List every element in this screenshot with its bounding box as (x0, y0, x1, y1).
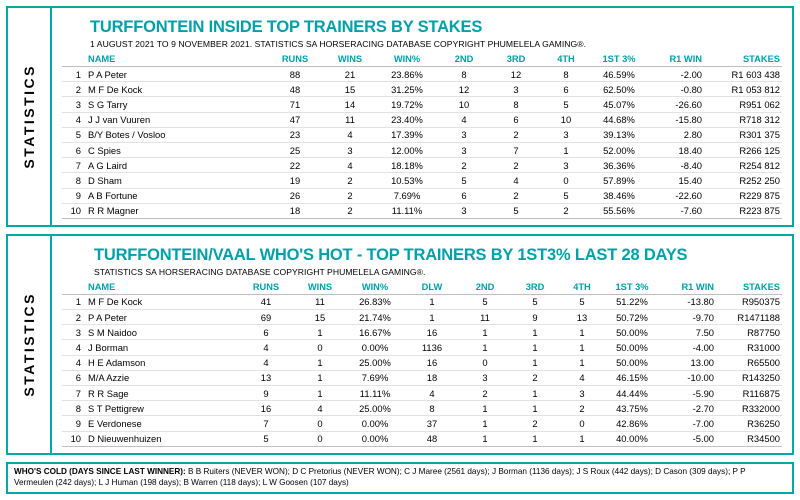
cell-rank: 5 (62, 127, 86, 142)
cell-2nd: 4 (438, 112, 490, 127)
cell-first3pct: 57.89% (590, 173, 648, 188)
statistics-side-band-label-2: STATISTICS (21, 292, 37, 397)
cell-runs: 41 (238, 294, 294, 309)
cell-runs: 23 (266, 127, 324, 142)
cell-2nd: 3 (438, 203, 490, 218)
column-header-2nd: 2ND (460, 281, 510, 295)
cell-2nd: 8 (438, 67, 490, 82)
column-header-winpct: WIN% (346, 281, 404, 295)
cell-winpct: 25.00% (346, 401, 404, 416)
cell-first3pct: 62.50% (590, 82, 648, 97)
table-row (62, 401, 782, 416)
cell-2nd: 3 (438, 142, 490, 157)
cell-3rd: 5 (510, 294, 560, 309)
cell-runs: 4 (238, 340, 294, 355)
cell-runs: 7 (238, 416, 294, 431)
cell-stakes: R1471188 (716, 310, 782, 325)
cell-dlw: 16 (404, 355, 460, 370)
column-header-stakes: STAKES (704, 53, 782, 67)
cell-rank: 2 (62, 82, 86, 97)
cell-stakes: R332000 (716, 401, 782, 416)
cell-2nd: 3 (460, 370, 510, 385)
cell-wins: 2 (324, 188, 376, 203)
cell-stakes: R266 125 (704, 142, 782, 157)
cell-2nd: 11 (460, 310, 510, 325)
cell-r1win: -5.90 (660, 386, 716, 401)
cell-stakes: R34500 (716, 431, 782, 446)
cell-wins: 1 (294, 325, 346, 340)
cell-winpct: 23.86% (376, 67, 438, 82)
cell-winpct: 31.25% (376, 82, 438, 97)
cell-wins: 4 (324, 158, 376, 173)
cell-3rd: 1 (510, 325, 560, 340)
cell-first3pct: 50.00% (604, 355, 660, 370)
cell-runs: 22 (266, 158, 324, 173)
whos-cold-footnote (6, 462, 794, 495)
cell-r1win: -22.60 (648, 188, 704, 203)
cell-2nd: 1 (460, 416, 510, 431)
cell-winpct: 7.69% (376, 188, 438, 203)
cell-name: A B Fortune (86, 188, 266, 203)
cell-runs: 18 (266, 203, 324, 218)
column-header-runs: RUNS (238, 281, 294, 295)
cell-first3pct: 45.07% (590, 97, 648, 112)
cell-name: M/A Azzie (86, 370, 238, 385)
cell-first3pct: 46.15% (604, 370, 660, 385)
panel-body-2 (52, 236, 792, 453)
cell-rank: 3 (62, 325, 86, 340)
cell-rank: 4 (62, 355, 86, 370)
cell-r1win: -0.80 (648, 82, 704, 97)
table-row (62, 340, 782, 355)
cell-first3pct: 52.00% (590, 142, 648, 157)
table-row (62, 325, 782, 340)
cell-runs: 69 (238, 310, 294, 325)
cell-wins: 4 (324, 127, 376, 142)
cell-2nd: 12 (438, 82, 490, 97)
cell-4th: 5 (542, 97, 590, 112)
trainers-stakes-table (62, 53, 782, 219)
cell-winpct: 23.40% (376, 112, 438, 127)
cell-3rd: 5 (490, 203, 542, 218)
cell-3rd: 2 (510, 370, 560, 385)
cell-name: S T Pettigrew (86, 401, 238, 416)
cell-runs: 71 (266, 97, 324, 112)
cell-runs: 5 (238, 431, 294, 446)
statistics-side-band-2 (8, 236, 52, 453)
cell-runs: 88 (266, 67, 324, 82)
cell-4th: 3 (542, 158, 590, 173)
cell-r1win: -26.60 (648, 97, 704, 112)
column-header-r1win: R1 WIN (648, 53, 704, 67)
cell-4th: 2 (560, 401, 604, 416)
cell-3rd: 12 (490, 67, 542, 82)
whos-hot-table (62, 281, 782, 447)
cell-3rd: 1 (510, 401, 560, 416)
cell-rank: 9 (62, 416, 86, 431)
cell-3rd: 1 (510, 386, 560, 401)
cell-3rd: 6 (490, 112, 542, 127)
cell-runs: 26 (266, 188, 324, 203)
column-header-rank (62, 53, 86, 67)
cell-rank: 1 (62, 294, 86, 309)
table-row (62, 127, 782, 142)
cell-winpct: 0.00% (346, 416, 404, 431)
cell-3rd: 9 (510, 310, 560, 325)
cell-name: P A Peter (86, 67, 266, 82)
cell-name: M F De Kock (86, 294, 238, 309)
cell-name: B/Y Botes / Vosloo (86, 127, 266, 142)
cell-first3pct: 55.56% (590, 203, 648, 218)
cell-first3pct: 50.72% (604, 310, 660, 325)
cell-winpct: 17.39% (376, 127, 438, 142)
cell-rank: 4 (62, 340, 86, 355)
cell-name: C Spies (86, 142, 266, 157)
cell-wins: 0 (294, 431, 346, 446)
cell-winpct: 12.00% (376, 142, 438, 157)
column-header-4th: 4TH (560, 281, 604, 295)
cell-3rd: 7 (490, 142, 542, 157)
cell-wins: 14 (324, 97, 376, 112)
panel-subtitle-1: 1 AUGUST 2021 TO 9 NOVEMBER 2021. STATISTICS SA HORSERACING DATABASE COPYRIGHT PHUMELELA GAMING®. (90, 39, 587, 49)
cell-wins: 15 (324, 82, 376, 97)
cell-wins: 21 (324, 67, 376, 82)
cell-stakes: R65500 (716, 355, 782, 370)
cell-4th: 5 (542, 188, 590, 203)
cell-rank: 10 (62, 203, 86, 218)
table-header-row (62, 281, 782, 295)
table-row (62, 416, 782, 431)
cell-wins: 2 (324, 173, 376, 188)
cell-4th: 1 (560, 325, 604, 340)
cell-wins: 1 (294, 355, 346, 370)
cell-first3pct: 42.86% (604, 416, 660, 431)
cell-name: R R Magner (86, 203, 266, 218)
stats-panel-top-trainers-by-stakes (6, 6, 794, 227)
cell-stakes: R223 875 (704, 203, 782, 218)
cell-winpct: 18.18% (376, 158, 438, 173)
table-row (62, 203, 782, 218)
cell-3rd: 1 (510, 355, 560, 370)
cell-rank: 8 (62, 173, 86, 188)
cell-stakes: R1 603 438 (704, 67, 782, 82)
whos-hot-table-body (62, 294, 782, 446)
cell-rank: 7 (62, 386, 86, 401)
cell-4th: 1 (560, 340, 604, 355)
column-header-first3pct: 1ST 3% (590, 53, 648, 67)
cell-4th: 5 (560, 294, 604, 309)
cell-r1win: -7.60 (648, 203, 704, 218)
column-header-dlw: DLW (404, 281, 460, 295)
panel-title-1: TURFFONTEIN INSIDE TOP TRAINERS BY STAKES (90, 18, 483, 36)
column-header-4th: 4TH (542, 53, 590, 67)
column-header-wins: WINS (324, 53, 376, 67)
cell-first3pct: 50.00% (604, 340, 660, 355)
cell-stakes: R301 375 (704, 127, 782, 142)
cell-stakes: R951 062 (704, 97, 782, 112)
cell-first3pct: 39.13% (590, 127, 648, 142)
cell-name: D Sham (86, 173, 266, 188)
cell-wins: 3 (324, 142, 376, 157)
cell-winpct: 11.11% (376, 203, 438, 218)
cell-wins: 0 (294, 340, 346, 355)
cell-runs: 13 (238, 370, 294, 385)
cell-r1win: -8.40 (648, 158, 704, 173)
cell-winpct: 19.72% (376, 97, 438, 112)
cell-3rd: 2 (490, 158, 542, 173)
cell-stakes: R143250 (716, 370, 782, 385)
column-header-wins: WINS (294, 281, 346, 295)
cell-rank: 6 (62, 142, 86, 157)
cell-wins: 0 (294, 416, 346, 431)
cell-3rd: 1 (510, 340, 560, 355)
cell-first3pct: 43.75% (604, 401, 660, 416)
cell-4th: 3 (560, 386, 604, 401)
cell-name: E Verdonese (86, 416, 238, 431)
cell-2nd: 1 (460, 401, 510, 416)
cell-rank: 2 (62, 310, 86, 325)
cell-2nd: 2 (438, 158, 490, 173)
cell-wins: 11 (294, 294, 346, 309)
cell-name: J Borman (86, 340, 238, 355)
cell-2nd: 1 (460, 340, 510, 355)
cell-dlw: 4 (404, 386, 460, 401)
stats-panel-whos-hot (6, 234, 794, 455)
column-header-3rd: 3RD (510, 281, 560, 295)
cell-r1win: -13.80 (660, 294, 716, 309)
cell-winpct: 21.74% (346, 310, 404, 325)
cell-r1win: 13.00 (660, 355, 716, 370)
cell-stakes: R252 250 (704, 173, 782, 188)
cell-r1win: 18.40 (648, 142, 704, 157)
cell-4th: 1 (542, 142, 590, 157)
cell-rank: 1 (62, 67, 86, 82)
statistics-side-band-label-1: STATISTICS (21, 64, 37, 169)
cell-rank: 3 (62, 97, 86, 112)
cell-wins: 2 (324, 203, 376, 218)
cell-rank: 8 (62, 401, 86, 416)
cell-rank: 7 (62, 158, 86, 173)
column-header-name: NAME (86, 281, 238, 295)
cell-4th: 6 (542, 82, 590, 97)
cell-r1win: -4.00 (660, 340, 716, 355)
cell-2nd: 2 (460, 386, 510, 401)
cell-r1win: -15.80 (648, 112, 704, 127)
cell-4th: 0 (542, 173, 590, 188)
table-row (62, 158, 782, 173)
statistics-side-band-1 (8, 8, 52, 225)
cell-2nd: 1 (460, 431, 510, 446)
table-row (62, 97, 782, 112)
column-header-first3pct: 1ST 3% (604, 281, 660, 295)
cell-dlw: 16 (404, 325, 460, 340)
cell-dlw: 18 (404, 370, 460, 385)
cell-dlw: 8 (404, 401, 460, 416)
cell-2nd: 1 (460, 325, 510, 340)
cell-r1win: -5.00 (660, 431, 716, 446)
cell-runs: 19 (266, 173, 324, 188)
table-row (62, 355, 782, 370)
table-row (62, 82, 782, 97)
cell-4th: 8 (542, 67, 590, 82)
column-header-rank (62, 281, 86, 295)
cell-4th: 1 (560, 355, 604, 370)
cell-r1win: 2.80 (648, 127, 704, 142)
cell-winpct: 0.00% (346, 431, 404, 446)
table-header-row (62, 53, 782, 67)
whos-cold-label: WHO'S COLD (DAYS SINCE LAST WINNER): (14, 466, 186, 476)
cell-stakes: R718 312 (704, 112, 782, 127)
cell-3rd: 4 (490, 173, 542, 188)
cell-wins: 11 (324, 112, 376, 127)
cell-r1win: -10.00 (660, 370, 716, 385)
cell-rank: 4 (62, 112, 86, 127)
cell-stakes: R254 812 (704, 158, 782, 173)
cell-2nd: 5 (460, 294, 510, 309)
table-row (62, 294, 782, 309)
cell-r1win: -9.70 (660, 310, 716, 325)
cell-first3pct: 51.22% (604, 294, 660, 309)
cell-dlw: 1 (404, 294, 460, 309)
cell-first3pct: 46.59% (590, 67, 648, 82)
table-row (62, 188, 782, 203)
cell-first3pct: 36.36% (590, 158, 648, 173)
cell-winpct: 7.69% (346, 370, 404, 385)
cell-runs: 25 (266, 142, 324, 157)
cell-dlw: 1136 (404, 340, 460, 355)
cell-stakes: R36250 (716, 416, 782, 431)
cell-rank: 9 (62, 188, 86, 203)
cell-winpct: 0.00% (346, 340, 404, 355)
cell-name: D Nieuwenhuizen (86, 431, 238, 446)
cell-4th: 1 (560, 431, 604, 446)
table-row (62, 173, 782, 188)
cell-dlw: 48 (404, 431, 460, 446)
cell-name: S G Tarry (86, 97, 266, 112)
cell-3rd: 2 (490, 127, 542, 142)
cell-3rd: 8 (490, 97, 542, 112)
cell-runs: 47 (266, 112, 324, 127)
column-header-runs: RUNS (266, 53, 324, 67)
cell-name: H E Adamson (86, 355, 238, 370)
cell-first3pct: 44.44% (604, 386, 660, 401)
table-row (62, 310, 782, 325)
cell-winpct: 10.53% (376, 173, 438, 188)
table-row (62, 386, 782, 401)
cell-stakes: R87750 (716, 325, 782, 340)
cell-r1win: -2.00 (648, 67, 704, 82)
cell-3rd: 1 (510, 431, 560, 446)
cell-stakes: R229 875 (704, 188, 782, 203)
cell-wins: 1 (294, 386, 346, 401)
cell-first3pct: 40.00% (604, 431, 660, 446)
cell-name: A G Laird (86, 158, 266, 173)
table-row (62, 142, 782, 157)
cell-runs: 4 (238, 355, 294, 370)
panel-body-1 (52, 8, 792, 225)
table-row (62, 431, 782, 446)
cell-stakes: R950375 (716, 294, 782, 309)
cell-first3pct: 44.68% (590, 112, 648, 127)
cell-first3pct: 38.46% (590, 188, 648, 203)
cell-winpct: 11.11% (346, 386, 404, 401)
cell-stakes: R116875 (716, 386, 782, 401)
cell-r1win: -2.70 (660, 401, 716, 416)
cell-wins: 4 (294, 401, 346, 416)
cell-runs: 9 (238, 386, 294, 401)
cell-winpct: 26.83% (346, 294, 404, 309)
cell-rank: 10 (62, 431, 86, 446)
cell-wins: 15 (294, 310, 346, 325)
column-header-r1win: R1 WIN (660, 281, 716, 295)
cell-name: P A Peter (86, 310, 238, 325)
cell-r1win: -7.00 (660, 416, 716, 431)
cell-3rd: 3 (490, 82, 542, 97)
panel-subtitle-2: STATISTICS SA HORSERACING DATABASE COPYRIGHT PHUMELELA GAMING®. (94, 266, 426, 277)
column-header-winpct: WIN% (376, 53, 438, 67)
cell-rank: 6 (62, 370, 86, 385)
table-row (62, 370, 782, 385)
cell-dlw: 37 (404, 416, 460, 431)
cell-name: J J van Vuuren (86, 112, 266, 127)
column-header-stakes: STAKES (716, 281, 782, 295)
cell-3rd: 2 (510, 416, 560, 431)
cell-runs: 6 (238, 325, 294, 340)
cell-first3pct: 50.00% (604, 325, 660, 340)
cell-winpct: 25.00% (346, 355, 404, 370)
whos-cold-text: B B Ruiters (NEVER WON); D C Pretorius (NEVER WON); C J Maree (2561 days); J Borman (1136 days); J S Roux (442 days); D Cason (309 days); P P Vermeulen (242 days); L J Human (198 days); B Warren (118 days); L W Goosen (107 days) (14, 466, 746, 487)
trainers-stakes-table-body (62, 67, 782, 219)
column-header-2nd: 2ND (438, 53, 490, 67)
cell-stakes: R31000 (716, 340, 782, 355)
cell-name: R R Sage (86, 386, 238, 401)
cell-4th: 4 (560, 370, 604, 385)
cell-name: M F De Kock (86, 82, 266, 97)
cell-dlw: 1 (404, 310, 460, 325)
cell-2nd: 6 (438, 188, 490, 203)
cell-3rd: 2 (490, 188, 542, 203)
cell-runs: 48 (266, 82, 324, 97)
cell-winpct: 16.67% (346, 325, 404, 340)
cell-4th: 0 (560, 416, 604, 431)
cell-2nd: 10 (438, 97, 490, 112)
cell-4th: 2 (542, 203, 590, 218)
cell-wins: 1 (294, 370, 346, 385)
table-row (62, 67, 782, 82)
cell-r1win: 15.40 (648, 173, 704, 188)
cell-4th: 13 (560, 310, 604, 325)
cell-2nd: 5 (438, 173, 490, 188)
column-header-3rd: 3RD (490, 53, 542, 67)
panel-title-2: TURFFONTEIN/VAAL WHO'S HOT - TOP TRAINERS BY 1ST3% LAST 28 DAYS (94, 245, 688, 264)
cell-r1win: 7.50 (660, 325, 716, 340)
cell-4th: 3 (542, 127, 590, 142)
cell-2nd: 0 (460, 355, 510, 370)
cell-4th: 10 (542, 112, 590, 127)
column-header-name: NAME (86, 53, 266, 67)
cell-stakes: R1 053 812 (704, 82, 782, 97)
cell-name: S M Naidoo (86, 325, 238, 340)
table-row (62, 112, 782, 127)
cell-2nd: 3 (438, 127, 490, 142)
cell-runs: 16 (238, 401, 294, 416)
